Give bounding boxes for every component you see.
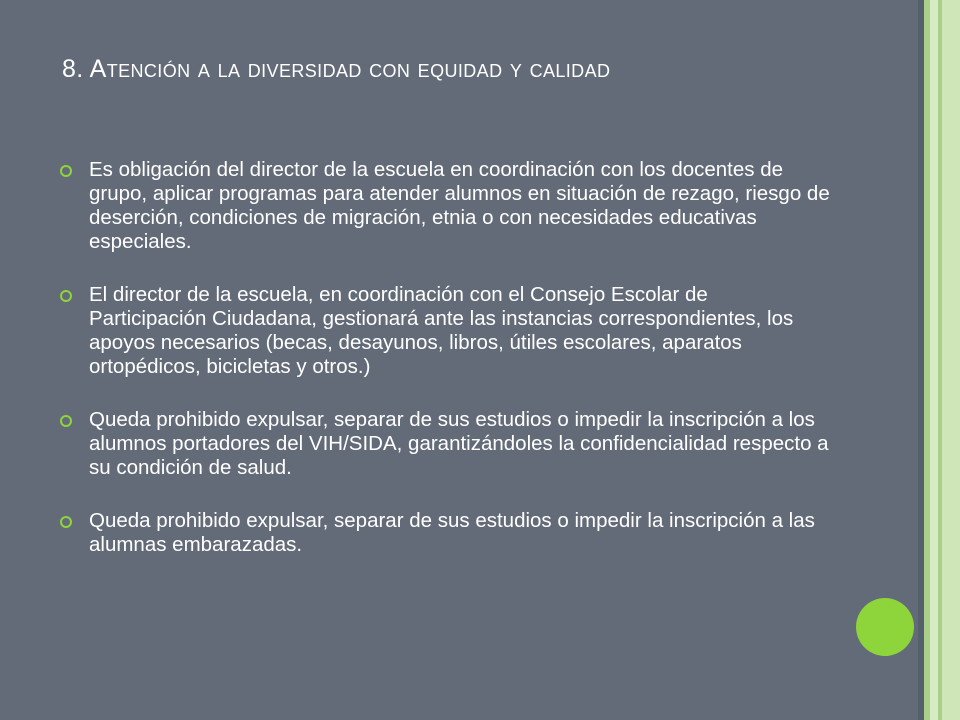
ring-bullet-icon — [60, 415, 72, 427]
bullet-text-1: Es obligación del director de la escuela en coordinación con los docentes de grupo, aplicar programas para atender alumnos en situación de rezago, riesgo de deserción, condiciones de migración, etnia o con necesidades educativas especiales. — [89, 158, 830, 253]
bullet-text-2: El director de la escuela, en coordinación con el Consejo Escolar de Participación Ciudadana, gestionará ante las instancias correspondientes, los apoyos necesarios (becas, desayunos, libros, útiles escolares, aparatos ortopédicos, bicicletas y otros.) — [89, 283, 794, 378]
bullet-item-2 — [60, 283, 830, 379]
green-circle-decoration — [856, 598, 914, 656]
side-stripe-pale — [942, 0, 960, 720]
bullet-text-4: Queda prohibido expulsar, separar de sus estudios o impedir la inscripción a las alumnas embarazadas. — [89, 509, 815, 556]
side-stripe-light — [930, 0, 938, 720]
ring-bullet-icon — [60, 165, 72, 177]
slide-title: 8. Atención a la diversidad con equidad y calidad — [62, 55, 611, 83]
bullet-text-3: Queda prohibido expulsar, separar de sus estudios o impedir la inscripción a los alumnos portadores del VIH/SIDA, garantizándoles la confidencialidad respecto a su condición de salud. — [89, 408, 829, 479]
bullet-list — [60, 158, 830, 586]
bullet-item-4 — [60, 509, 830, 557]
ring-bullet-icon — [60, 290, 72, 302]
bullet-item-3 — [60, 408, 830, 480]
bullet-item-1 — [60, 158, 830, 254]
ring-bullet-icon — [60, 516, 72, 528]
